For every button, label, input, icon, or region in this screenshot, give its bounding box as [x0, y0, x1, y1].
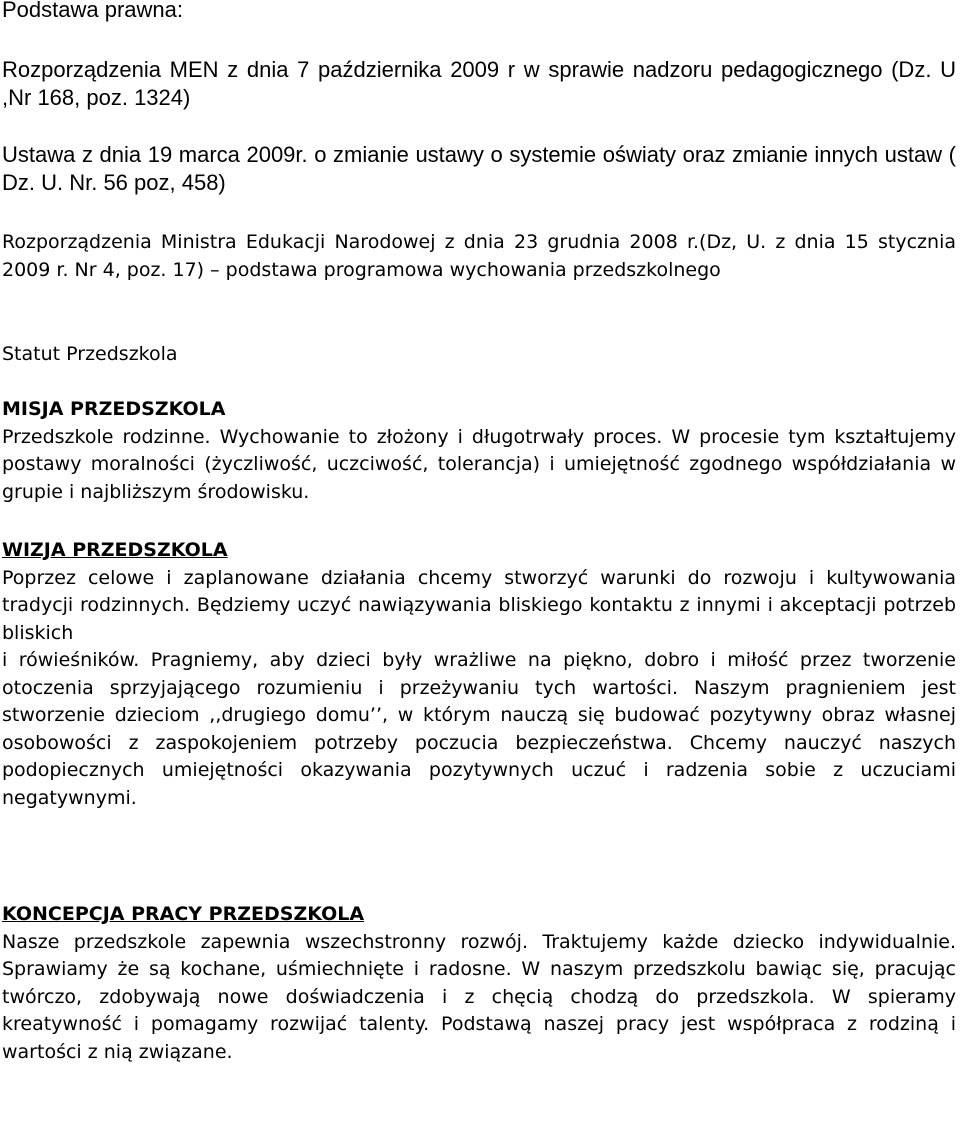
legal-basis-act-1: Ustawa z dnia 19 marca 2009r. o zmianie ustawy o systemie oświaty oraz zmianie innych ustaw ( Dz. U. Nr. 56 poz, 458) [2, 142, 956, 195]
legal-basis-statute: Statut Przedszkola [2, 343, 178, 365]
mission-section [2, 396, 956, 506]
concept-body: Nasze przedszkole zapewnia wszechstronny rozwój. Traktujemy każde dziecko indywidualnie. Sprawiamy że są kochane, uśmiechnięte i radosne. W naszym przedszkolu bawiąc się, pracując twórczo, zdobywają nowe doświadczenia i z chęcią chodzą do przedszkola. W spieramy kreatywność i pomagamy rozwijać talenty. Podstawą naszej pracy jest współpraca z rodziną i wartości z nią związane. [2, 930, 956, 1063]
vision-heading: WIZJA PRZEDSZKOLA [2, 539, 228, 561]
vision-section [2, 537, 956, 812]
mission-heading: MISJA PRZEDSZKOLA [2, 398, 226, 420]
vision-body-part-1: Poprzez celowe i zaplanowane działania chcemy stworzyć warunki do rozwoju i kultywowania tradycji rodzinnych. Będziemy uczyć nawiązywania bliskiego kontaktu z innymi i akceptacji potrzeb bliskich [2, 566, 956, 644]
concept-section [2, 901, 956, 1066]
legal-basis-regulation-1: Rozporządzenia MEN z dnia 7 października 2009 r w sprawie nadzoru pedagogicznego (Dz. U ,Nr 168, poz. 1324) [2, 57, 956, 110]
legal-basis-regulation-2: Rozporządzenia Ministra Edukacji Narodowej z dnia 23 grudnia 2008 r.(Dz, U. z dnia 15 stycznia 2009 r. Nr 4, poz. 17) – podstawa programowa wychowania przedszkolnego [2, 231, 956, 281]
concept-heading: KONCEPCJA PRACY PRZEDSZKOLA [2, 903, 365, 925]
mission-body: Przedszkole rodzinne. Wychowanie to złożony i długotrwały proces. W procesie tym kształtujemy postawy moralności (życzliwość, uczciwość, tolerancja) i umiejętność zgodnego współdziałania w grupie i najbliższym środowisku. [2, 425, 956, 503]
legal-basis-heading: Podstawa prawna: [2, 0, 183, 22]
vision-body-part-2: i rówieśników. Pragniemy, aby dzieci były wrażliwe na piękno, dobro i miłość przez tworzenie otoczenia sprzyjającego rozumieniu i przeżywaniu tych wartości. Naszym pragnieniem jest stworzenie dzieciom ,,drugiego domu’’, w którym nauczą się budować pozytywny obraz własnej osobowości z zaspokojeniem potrzeby poczucia bezpieczeństwa. Chcemy nauczyć naszych podopiecznych umiejętności okazywania pozytywnych uczuć i radzenia sobie z uczuciami negatywnymi. [2, 649, 956, 809]
